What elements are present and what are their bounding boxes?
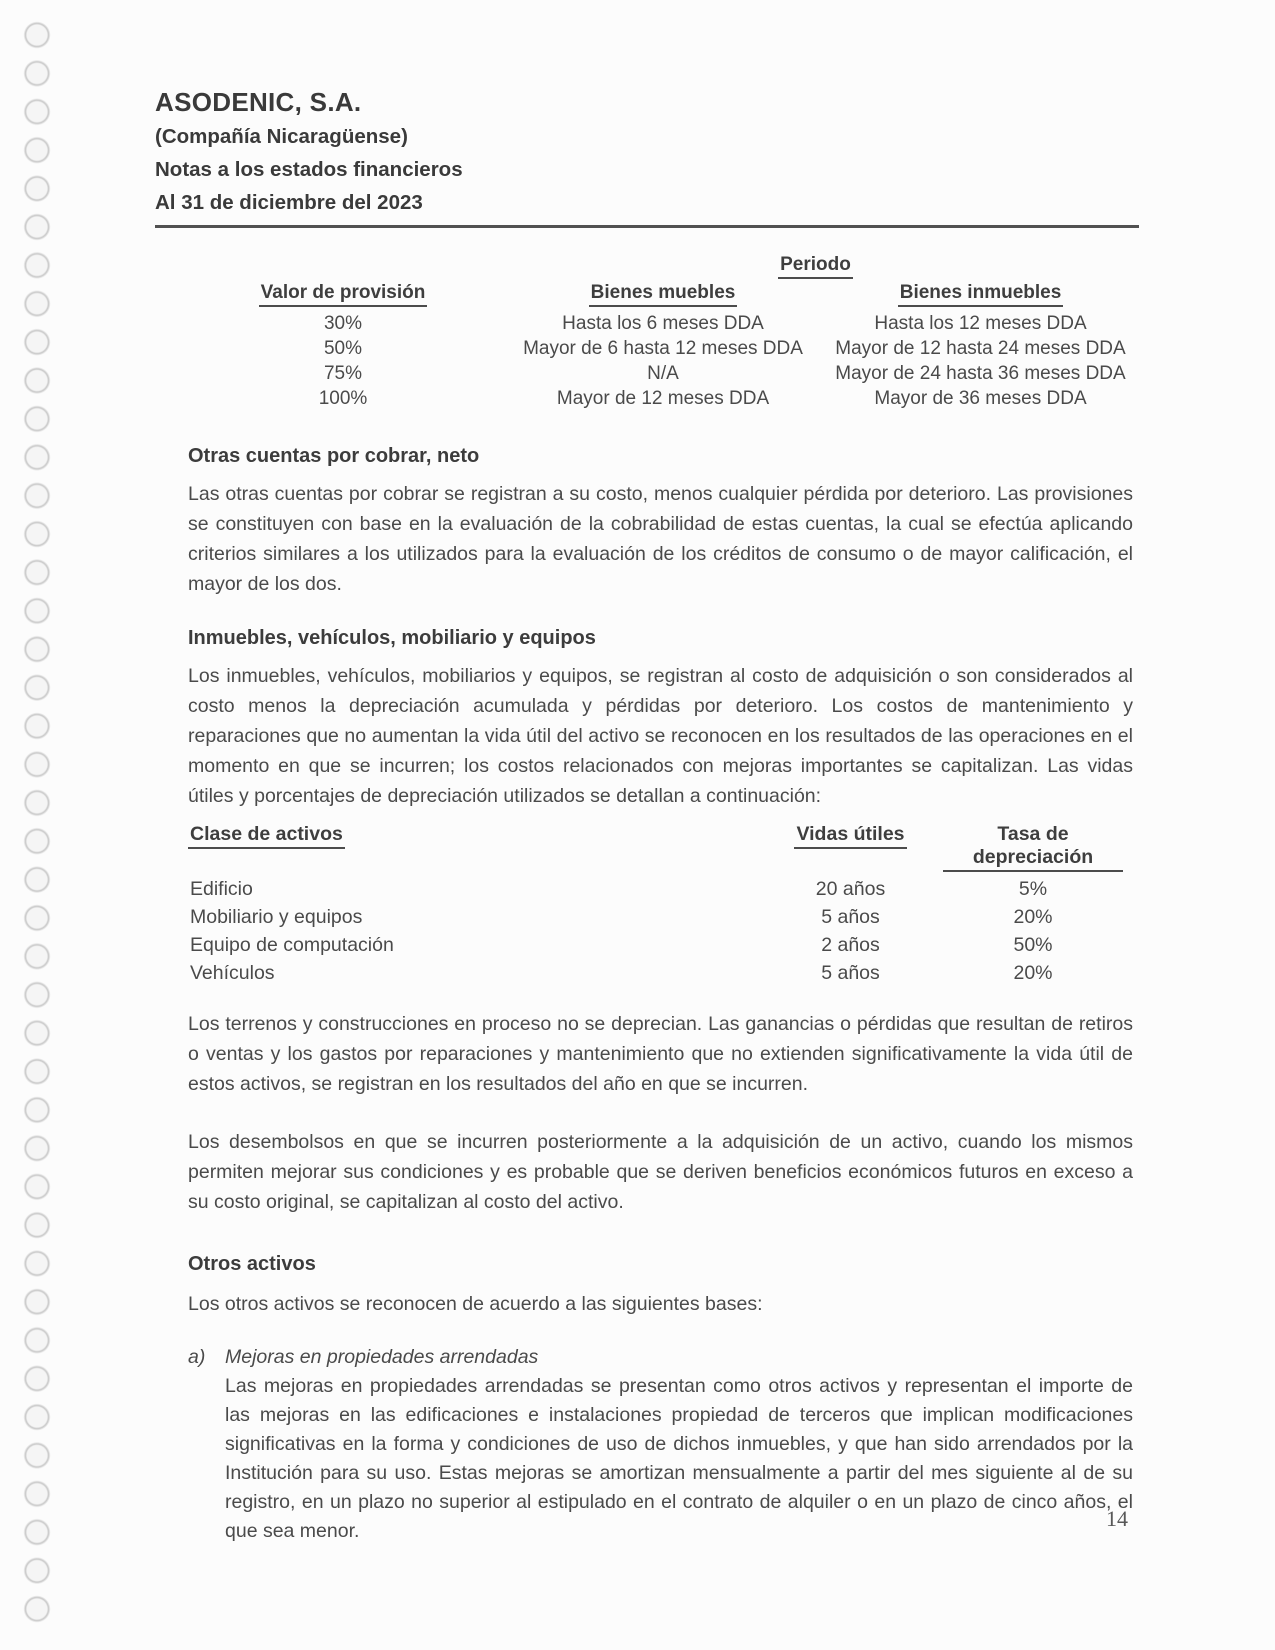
depreciation-cell: 5 años <box>821 906 880 928</box>
depreciation-cell: 20% <box>1013 962 1053 984</box>
paragraph-otras-cuentas: Las otras cuentas por cobrar se registran a su costo, menos cualquier pérdida por deterioro. Las provisiones se constituyen con base en la evaluación de la cobrabilidad de estas cuentas, la cual se efectúa aplicando criterios similares a los utilizados para la evaluación de los créditos de consumo o de mayor calificación, el mayor de los dos. <box>188 483 1133 595</box>
page-number: 14 <box>1106 1506 1128 1531</box>
provision-cell: Mayor de 12 meses DDA <box>556 388 770 409</box>
provision-cell: Hasta los 6 meses DDA <box>562 313 764 334</box>
depreciation-cell: 20 años <box>815 878 886 900</box>
document-body <box>188 254 1133 1546</box>
depreciation-column-header: Tasa de depreciación <box>943 823 1123 875</box>
provision-column-header: Bienes muebles <box>498 282 828 311</box>
page-content <box>155 84 1139 1546</box>
depreciation-cell: 2 años <box>821 934 880 956</box>
list-item-a-title-row <box>188 1343 1133 1372</box>
company-name: ASODENIC, S.A. <box>155 87 362 117</box>
depreciation-column-header: Vidas útiles <box>758 823 943 875</box>
provision-cell: Mayor de 24 hasta 36 meses DDA <box>835 363 1126 384</box>
provision-cell: 30% <box>323 313 363 334</box>
provision-table-group-header <box>498 254 1133 282</box>
depreciation-table <box>188 823 1133 987</box>
depreciation-cell: Vehículos <box>190 962 275 984</box>
provision-cell: Mayor de 6 hasta 12 meses DDA <box>523 338 803 359</box>
document-header <box>155 84 1139 228</box>
section-heading-inmuebles: Inmuebles, vehículos, mobiliario y equipos <box>188 627 596 649</box>
provision-cell: 50% <box>323 338 363 359</box>
list-item-a <box>188 1343 1133 1546</box>
provision-cell: 75% <box>323 363 363 384</box>
provision-column-header: Valor de provisión <box>188 282 498 311</box>
depreciation-cell: Edificio <box>190 878 253 900</box>
list-item-a-title: Mejoras en propiedades arrendadas <box>225 1346 539 1368</box>
depreciation-cell: 50% <box>1013 934 1053 956</box>
depreciation-cell: Equipo de computación <box>190 934 394 956</box>
depreciation-cell: 5% <box>1018 878 1048 900</box>
provision-column-header: Bienes inmuebles <box>828 282 1133 311</box>
document-date: Al 31 de diciembre del 2023 <box>155 191 423 214</box>
depreciation-cell: Mobiliario y equipos <box>190 906 363 928</box>
section-heading-otras-cuentas: Otras cuentas por cobrar, neto <box>188 445 480 467</box>
document-title: Notas a los estados financieros <box>155 158 463 181</box>
provision-cell: Mayor de 36 meses DDA <box>874 388 1087 409</box>
provision-cell: Mayor de 12 hasta 24 meses DDA <box>835 338 1126 359</box>
list-item-a-marker: a) <box>188 1346 206 1368</box>
paragraph-inmuebles: Los inmuebles, vehículos, mobiliarios y equipos, se registran al costo de adquisición o son considerados al costo menos la depreciación acumulada y pérdidas por deterioro. Los costos de mantenimiento y reparaciones que no aumentan la vida útil del activo se reconocen en los resultados de las operaciones en el momento en que se incurren; los costos relacionados con mejoras importantes se capitalizan. Las vidas útiles y porcentajes de depreciación utilizados se detallan a continuación: <box>188 665 1133 807</box>
provision-cell: Hasta los 12 meses DDA <box>874 313 1087 334</box>
provision-cell: N/A <box>647 363 679 384</box>
list-item-a-body: Las mejoras en propiedades arrendadas se presentan como otros activos y representan el importe de las mejoras en las edificaciones e instalaciones propiedad de terceros que implican modificaciones significativas en la forma y condiciones de uso de dichos inmuebles, y que han sido arrendados por la Institución para su uso. Estas mejoras se amortizan mensualmente a partir del mes siguiente al de su registro, en un plazo no superior al estipulado en el contrato de alquiler o en un plazo de cinco años, el que sea menor. <box>225 1375 1133 1542</box>
section-heading-otros-activos: Otros activos <box>188 1253 316 1275</box>
depreciation-cell: 5 años <box>821 962 880 984</box>
binder-holes <box>18 16 58 1628</box>
paragraph-desembolsos: Los desembolsos en que se incurren posteriormente a la adquisición de un activo, cuando los mismos permiten mejorar sus condiciones y es probable que se deriven beneficios económicos futuros en exceso a su costo original, se capitalizan al costo del activo. <box>188 1131 1133 1213</box>
paragraph-terrenos: Los terrenos y construcciones en proceso no se deprecian. Las ganancias o pérdidas que resultan de retiros o ventas y los gastos por reparaciones y mantenimiento que no extienden significativamente la vida útil de estos activos, se registran en los resultados del año en que se incurren. <box>188 1013 1133 1095</box>
provision-cell: 100% <box>318 388 368 409</box>
depreciation-cell: 20% <box>1013 906 1053 928</box>
period-group-label: Periodo <box>778 254 853 279</box>
depreciation-column-header: Clase de activos <box>188 823 758 875</box>
provision-table <box>188 254 1133 411</box>
paragraph-otros-activos-intro: Los otros activos se reconocen de acuerdo a las siguientes bases: <box>188 1293 763 1315</box>
header-rule <box>155 225 1139 228</box>
company-subtitle: (Compañía Nicaragüense) <box>155 125 408 148</box>
